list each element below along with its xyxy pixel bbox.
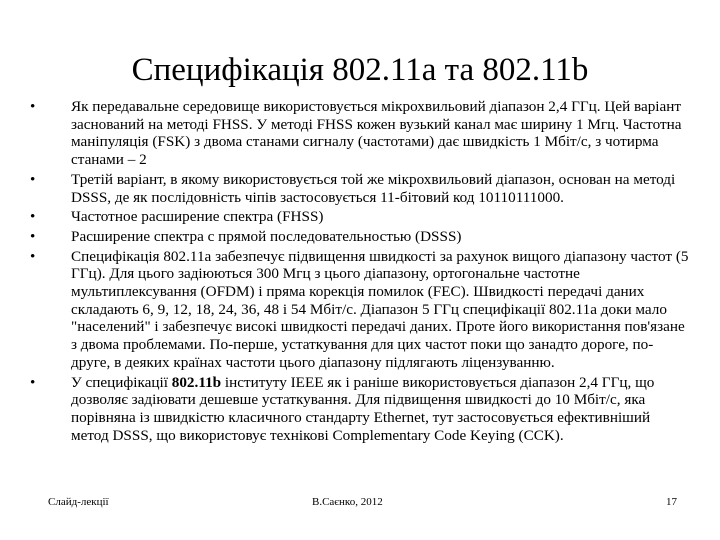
bullet-text: Як передавальне середовище використовується мікрохвильовий діапазон 2,4 ГГц. Цей варіант заснований на методі FHSS. У методі FHSS кожен вузький канал має ширину 1 Мгц. Частотна маніпуляція (FSK) з двома станами сигналу (частотами) дає швидкість 1 Мбіт/с, з чотирма станами – 2 (71, 98, 682, 169)
bullet-text-start: У специфікації (71, 373, 172, 391)
bullet-icon: • (30, 227, 36, 245)
footer-center-text: В.Саєнко, 2012 (312, 496, 383, 508)
bullet-list (30, 98, 690, 444)
bullet-text: Расширение спектра с прямой последовательностью (DSSS) (71, 227, 462, 245)
bullet-text: Частотное расширение спектра (FHSS) (71, 208, 324, 226)
bullet-icon: • (30, 170, 36, 188)
bullet-item (30, 171, 690, 206)
bullet-item (30, 208, 690, 226)
bullet-text-end: інституту IEEE як і раніше використовується діапазон 2,4 ГГц, що дозволяє задіювати дешевше устаткування. Для підвищення швидкості до 10 Мбіт/с, яка порівняна із швидкістю класичного стандарту Ethernet, тут застосовується ефективніший метод DSSS, що використовує технікові Complementary Code Keying (CCK). (71, 373, 655, 444)
bullet-icon: • (30, 373, 36, 391)
bullet-icon: • (30, 208, 36, 226)
bullet-icon: • (30, 247, 36, 265)
bullet-text (71, 374, 654, 444)
bullet-text: Третій варіант, в якому використовується той же мікрохвильовий діапазон, основан на методі DSSS, де як послідовність чіпів застосовується 11-бітовий код 10110111000. (71, 170, 676, 206)
bullet-text: Специфікація 802.11a забезпечує підвищення швидкості за рахунок вищого діапазону частот (5 ГГц). Для цього задіюються 300 Мгц з цього діапазону, ортогональне частотне мультиплексування (OFDM) і пряма корекція помилок (FEC). Швидкості передачі даних складають 6, 9, 12, 18, 24, 36, 48 і 54 Мбіт/с. Діапазон 5 ГГц специфікації 802.11a доки мало "населений" і забезпечує високі швидкості передачі даних. Проте його використання пов'язане з двома проблемами. По-перше, устаткування для цих частот поки що занадто дороге, по-друге, в деяких країнах частоти цього діапазону підлягають ліцензуванню. (71, 247, 689, 371)
bullet-item (30, 374, 690, 445)
bullet-text-bold: 802.11b (171, 373, 222, 391)
footer-left-text: Слайд-лекції (48, 496, 109, 508)
bullet-item (30, 98, 690, 169)
bullet-item (30, 228, 690, 246)
page-number: 17 (666, 496, 677, 508)
slide-title: Специфікація 802.11a та 802.11b (131, 52, 589, 88)
bullet-icon: • (30, 98, 36, 115)
bullet-item (30, 248, 690, 372)
